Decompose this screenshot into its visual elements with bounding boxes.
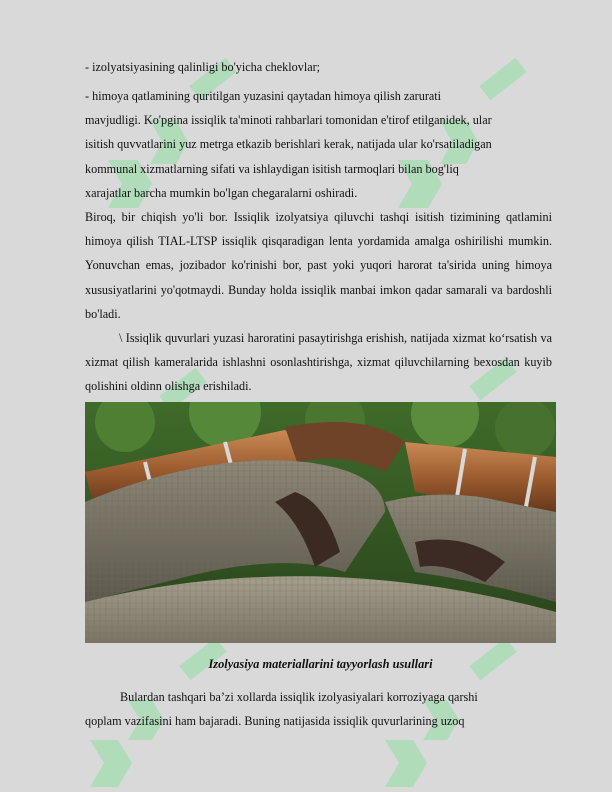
paragraph-line: isitish quvvatlarini yuz metrga etkazib berishlari kerak, natijada ular ko'rsatiladigan [85,137,492,152]
paragraph-line: xarajatlar barcha mumkin bo'lgan chegaralarni oshiradi. [85,185,358,200]
paragraph-surface-temperature: \ Issiqlik quvurlari yuzasi haroratini pasaytirishga erishish, natijada xizmat ko‘rsatish va xizmat qilish kameralarida ishlashni osonlashtirishga, xizmat qiluvchilarning bexosdan kuyib qolishini oldinn olishga erishiladi. [85,331,552,394]
paragraph-line: kommunal xizmatlarning sifati va ishlaydigan isitish tarmoqlari bilan bog'liq [85,161,459,176]
text-block-solution [85,205,552,326]
figure-caption: Izolyasiya materiallarini tayyorlash usullari [208,657,433,671]
text-block-temperature [85,326,552,399]
paragraph-thickness-limit: - izolyatsiyasining qalinligi bo'yicha cheklovlar; [85,60,321,74]
text-block-corrosion [85,685,552,733]
insulated-pipes-photo [85,402,556,643]
text-block-limitations [85,55,552,79]
paragraph-tial-ltsp: Biroq, bir chiqish yo'li bor. Issiqlik izolyatsiya qiluvchi tashqi isitish tizimining qatlamini himoya qilish TIAL-LTSP issiqlik qisqaradigan lenta yordamida amalga oshirilishi mumkin. Yonuvchan emas, jozibador ko'rinishi bor, past yoki yuqori harorat ta'sirida uning himoya xususiyatlarini yo'qotmaydi. Bunday holda issiqlik manbai imkon qadar samarali va bardoshli bo'ladi. [85,210,552,321]
paragraph-line: - himoya qatlamining quritilgan yuzasini qaytadan himoya qilish zarurati [85,89,442,103]
text-block-protection [85,84,552,205]
paragraph-line: Bulardan tashqari ba’zi xollarda issiqlik izolyasiyalari korroziyaga qarshi [120,690,478,704]
paragraph-line: mavjudligi. Ko'pgina issiqlik ta'minoti rahbarlari tomonidan e'tirof etilganidek, ular [85,113,492,128]
paragraph-line: qoplam vazifasini ham bajaradi. Buning natijasida issiqlik quvurlarining uzoq [85,714,465,729]
pipes-illustration [85,402,556,643]
